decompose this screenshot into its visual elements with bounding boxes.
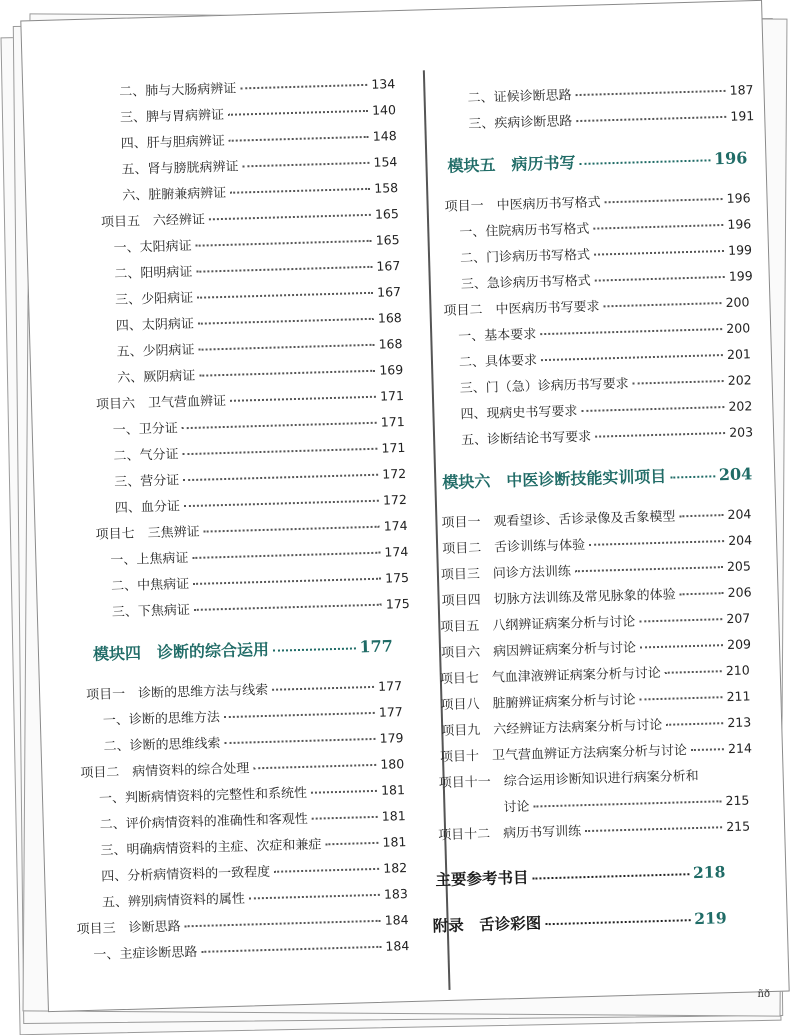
toc-entry[interactable]: 二、证候诊断思路 187 [467, 82, 754, 107]
module-heading[interactable]: 模块四 诊断的综合运用 177 [92, 636, 394, 664]
toc-entry[interactable]: 项目二 舌诊训练与体验 204 [442, 532, 753, 557]
toc-entry[interactable]: 二、肺与大肠病辨证 134 [119, 76, 396, 100]
toc-entry[interactable]: 五、诊断结论书写要求 203 [460, 424, 754, 449]
toc-entry[interactable]: 二、中焦病证 175 [110, 569, 410, 595]
toc-entry[interactable]: 二、气分证 171 [113, 439, 406, 465]
appendix-entry[interactable]: 附录 舌诊彩图 219 [432, 908, 727, 936]
toc-entry[interactable]: 三、营分证 172 [114, 465, 407, 491]
toc-entry[interactable]: 三、急诊病历书写格式 199 [460, 268, 753, 293]
toc-entry[interactable]: 四、肝与胆病辨证 148 [120, 128, 397, 152]
toc-entry[interactable]: 一、主症诊断思路 184 [93, 938, 410, 963]
toc-entry[interactable]: 三、脾与胃病辨证 140 [119, 102, 397, 126]
toc-entry[interactable]: 五、辨别病情资料的属性 183 [101, 886, 409, 911]
toc-entry[interactable]: 项目五 八纲辨证病案分析与讨论 207 [440, 610, 751, 636]
toc-entry[interactable]: 二、门诊病历书写格式 199 [459, 242, 753, 267]
toc-entry[interactable]: 二、阳明病证 167 [114, 258, 401, 283]
toc-entry[interactable]: 项目九 六经辨证方法病案分析与讨论 213 [441, 714, 752, 740]
toc-entry[interactable]: 项目一 观看望诊、舌诊录像及舌象模型 204 [441, 506, 752, 531]
toc-entry[interactable]: 项目五 六经辨证 165 [100, 206, 400, 231]
toc-entry[interactable]: 一、上焦病证 174 [110, 543, 409, 569]
toc-entry[interactable]: 三、门（急）诊病历书写要求 202 [459, 372, 752, 397]
toc-entry[interactable]: 项目二 病情资料的综合处理 180 [80, 756, 405, 782]
toc-entry[interactable]: 项目十二 病历书写训练 215 [438, 818, 751, 844]
toc-entry[interactable]: 三、下焦病证 175 [111, 595, 410, 621]
toc-entry[interactable]: 一、太阳病证 165 [113, 232, 400, 257]
module-heading[interactable]: 模块五 病历书写 196 [447, 148, 748, 176]
toc-entry[interactable]: 一、基本要求 200 [458, 320, 751, 345]
toc-entry[interactable]: 六、脏腑兼病辨证 158 [122, 180, 399, 204]
corner-mark: ñð [757, 989, 770, 1000]
toc-entry[interactable]: 项目六 病因辨证病案分析与讨论 209 [440, 636, 752, 662]
toc-right-column [421, 1, 761, 936]
toc-entry[interactable]: 四、分析病情资料的一致程度 182 [101, 860, 408, 885]
toc-entry[interactable]: 项目十 卫气营血辨证方法病案分析与讨论 214 [439, 740, 753, 766]
toc-page [20, 0, 789, 1012]
toc-entry[interactable]: 四、太阴病证 168 [115, 310, 402, 334]
toc-entry[interactable]: 项目二 中医病历书写要求 200 [443, 294, 750, 319]
module-heading[interactable]: 模块六 中医诊断技能实训项目 204 [442, 464, 753, 492]
toc-entry[interactable]: 一、卫分证 171 [112, 413, 405, 439]
toc-entry[interactable]: 五、肾与膀胱病辨证 154 [121, 154, 398, 178]
toc-entry[interactable]: 三、疾病诊断思路 191 [468, 108, 755, 133]
toc-entry[interactable]: 一、住院病历书写格式 196 [459, 216, 752, 241]
toc-entry[interactable]: 一、判断病情资料的完整性和系统性 181 [98, 782, 406, 807]
toc-entry[interactable]: 项目六 卫气营血辨证 171 [95, 387, 405, 413]
toc-entry[interactable]: 项目三 问诊方法训练 205 [440, 558, 752, 584]
toc-entry[interactable]: 项目七 气血津液辨证病案分析与讨论 210 [439, 662, 750, 688]
toc-entry[interactable]: 二、具体要求 201 [458, 346, 752, 371]
toc-entry[interactable]: 五、少阴病证 168 [116, 336, 403, 360]
toc-entry[interactable]: 项目七 三焦辨证 174 [95, 517, 408, 543]
toc-entry[interactable]: 六、厥阴病证 169 [117, 362, 404, 386]
toc-entry[interactable]: 二、评价病情资料的准确性和客观性 181 [99, 808, 406, 833]
toc-entry[interactable]: 四、血分证 172 [114, 491, 408, 517]
toc-entry[interactable]: 三、少阳病证 167 [114, 284, 402, 309]
toc-entry-continued[interactable]: 讨论 215 [503, 792, 750, 816]
toc-entry[interactable]: 项目四 切脉方法训练及常见脉象的体验 206 [441, 584, 752, 610]
toc-entry[interactable]: 三、明确病情资料的主症、次症和兼症 181 [100, 834, 407, 859]
toc-entry[interactable]: 项目三 诊断思路 184 [76, 912, 409, 938]
toc-entry[interactable]: 项目八 脏腑辨证病案分析与讨论 211 [440, 688, 751, 714]
references-entry[interactable]: 主要参考书目 218 [435, 862, 726, 890]
toc-entry[interactable]: 一、诊断的思维方法 177 [102, 704, 403, 729]
toc-entry[interactable]: 项目十一 综合运用诊断知识进行病案分析和 [438, 768, 699, 792]
toc-entry[interactable]: 项目一 诊断的思维方法与线索 177 [85, 678, 403, 703]
toc-entry[interactable]: 项目一 中医病历书写格式 196 [444, 190, 751, 215]
toc-entry[interactable]: 二、诊断的思维线索 179 [103, 730, 404, 755]
toc-entry[interactable]: 四、现病史书写要求 202 [460, 398, 753, 423]
